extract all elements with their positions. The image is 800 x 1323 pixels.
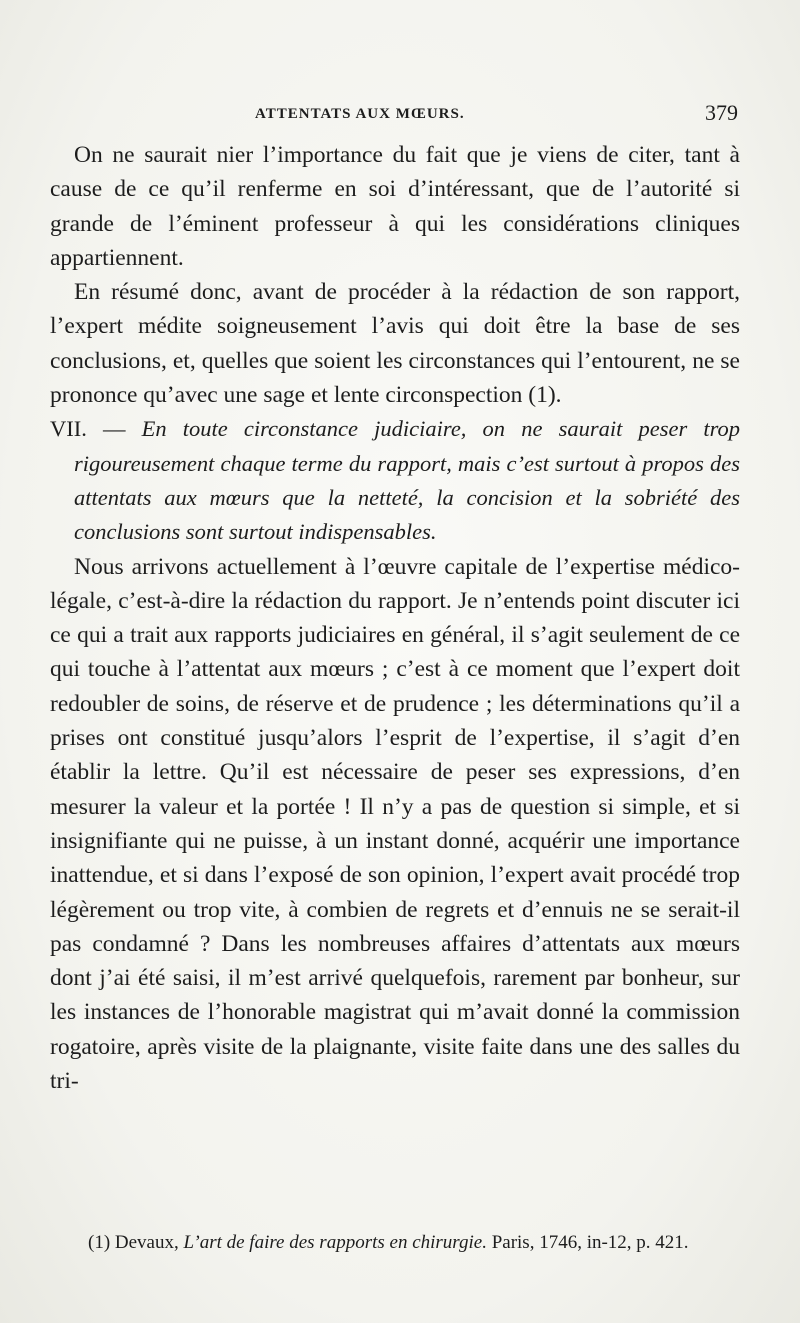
footnote-title: L’art de faire des rapports en chirurgie. (183, 1232, 487, 1253)
footnote (60, 1228, 750, 1258)
section-summary: En toute circonstance judiciaire, on ne saurait peser trop rigoureusement chaque terme du rapport, mais c’est surtout à propos des attentats aux mœurs que la netteté, la concision et la sobriété des conclusions sont surtout indispensables. (74, 416, 741, 545)
section-heading (50, 412, 740, 549)
paragraph-3: Nous arrivons actuellement à l’œuvre capitale de l’expertise médico-légale, c’est-à-dire la rédaction du rapport. Je n’entends point discuter ici ce qui a trait aux rapports judiciaires en général, il s’agit seulement de ce qui touche à l’attentat aux mœurs ; c’est à ce moment que l’expert doit redoubler de soins, de réserve et de prudence ; les déterminations qu’il a prises ont constitué jusqu’alors l’esprit de l’expertise, il s’agit d’en établir la lettre. Qu’il est nécessaire de peser ses expressions, d’en mesurer la valeur et la portée ! Il n’y a pas de question si simple, et si insignifiante qui ne puisse, à un instant donné, acquérir une importance inattendue, et si dans l’exposé de son opinion, l’expert avait procédé trop légèrement ou trop vite, à combien de regrets et d’ennuis ne se serait-il pas condamné ? Dans les nombreuses affaires d’attentats aux mœurs dont j’ai été saisi, il m’est arrivé quelquefois, rarement par bonheur, sur les instances de l’honorable magistrat qui m’avait donné la commission rogatoire, après visite de la plaignante, visite faite dans une des salles du tri- (50, 553, 740, 1095)
page-number: 379 (705, 100, 738, 125)
body-text (50, 138, 740, 1098)
page-header (60, 100, 740, 130)
paragraph-1: On ne saurait nier l’importance du fait que je viens de citer, tant à cause de ce qu’il renferme en soi d’intéressant, que de l’autorité si grande de l’éminent professeur à qui les considérations cliniques appartiennent. (50, 142, 740, 271)
section-number: VII. — (50, 416, 126, 442)
footnote-reference: Paris, 1746, in-12, p. 421. (491, 1232, 689, 1253)
footnote-marker: (1) Devaux, (88, 1232, 179, 1253)
running-title: ATTENTATS AUX MŒURS. (255, 106, 465, 122)
paragraph-2: En résumé donc, avant de procéder à la rédaction de son rapport, l’expert médite soigneusement l’avis qui doit être la base de ses conclusions, et, quelles que soient les circonstances qui l’entourent, ne se prononce qu’avec une sage et lente circonspection (1). (50, 279, 740, 409)
